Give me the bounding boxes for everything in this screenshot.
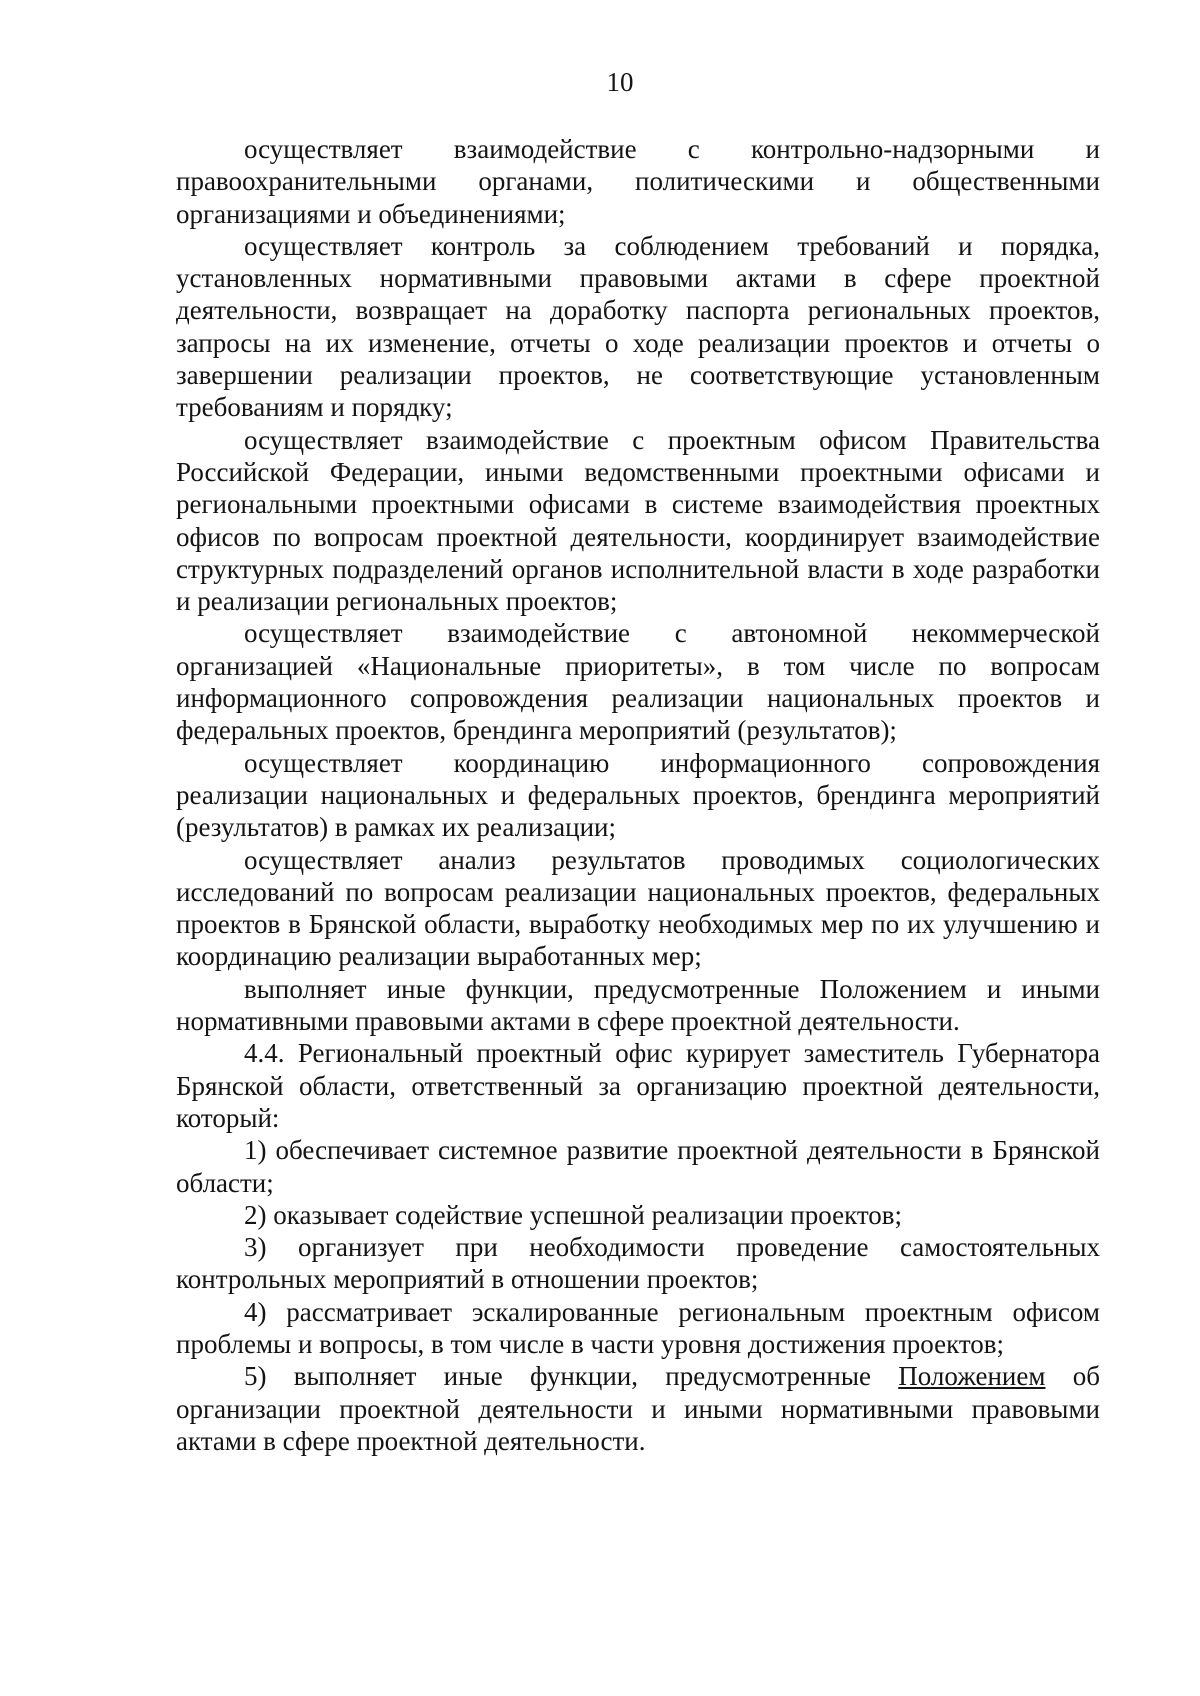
list-item-3: 3) организует при необходимости проведение самостоятельных контрольных мероприятий в отношении проектов;	[176, 1232, 1100, 1295]
paragraph-sociological-analysis: осуществляет анализ результатов проводимых социологических исследований по вопросам реализации национальных проектов, федеральных проектов в Брянской области, выработку необходимых мер по их улучшению и координацию реализации выработанных мер;	[176, 844, 1100, 972]
paragraph-interaction-project-offices: осуществляет взаимодействие с проектным офисом Правительства Российской Федерации, иными ведомственными проектными офисами и региональными проектными офисами в системе взаимодействия проектных офисов по вопросам проектной деятельности, координирует взаимодействие структурных подразделений органов исполнительной власти в ходе разработки и реализации региональных проектов;	[176, 424, 1100, 617]
paragraph-information-support: осуществляет координацию информационного сопровождения реализации национальных и федеральных проектов, брендинга мероприятий (результатов) в рамках их реализации;	[176, 747, 1100, 843]
list-item-2: 2) оказывает содействие успешной реализации проектов;	[244, 1199, 903, 1230]
list-item-5	[176, 1360, 1100, 1457]
list-item-5-text-start: 5) выполняет иные функции, предусмотренные	[244, 1361, 899, 1392]
paragraph-other-functions: выполняет иные функции, предусмотренные Положением и иными нормативными правовыми актами в сфере проектной деятельности.	[176, 973, 1100, 1037]
regulation-link[interactable]: Положением	[898, 1361, 1046, 1392]
paragraph-interaction-supervisory: осуществляет взаимодействие с контрольно-надзорными и правоохранительными органами, политическими и общественными организациями и объединениями;	[176, 134, 1100, 229]
paragraph-national-priorities: осуществляет взаимодействие с автономной некоммерческой организацией «Национальные приоритеты», в том числе по вопросам информационного сопровождения реализации национальных проектов и федеральных проектов, брендинга мероприятий (результатов);	[176, 618, 1100, 746]
list-item-1: 1) обеспечивает системное развитие проектной деятельности в Брянской области;	[176, 1135, 1100, 1198]
list-item-4: 4) рассматривает эскалированные региональным проектным офисом проблемы и вопросы, в том числе в части уровня достижения проектов;	[176, 1296, 1100, 1359]
list-item-5-text-end: об организации проектной деятельности и иными нормативными правовыми актами в сфере проектной деятельности.	[176, 1361, 1100, 1456]
paragraph-section-4-4: 4.4. Региональный проектный офис курирует заместитель Губернатора Брянской области, ответственный за организацию проектной деятельности, который:	[176, 1038, 1100, 1133]
paragraph-control-requirements: осуществляет контроль за соблюдением требований и порядка, установленных нормативными правовыми актами в сфере проектной деятельности, возвращает на доработку паспорта региональных проектов, запросы на их изменение, отчеты о ходе реализации проектов и отчеты о завершении реализации проектов, не соответствующие установленным требованиям и порядку;	[176, 230, 1100, 423]
page-number: 10	[606, 67, 634, 97]
document-body	[176, 133, 1100, 1457]
